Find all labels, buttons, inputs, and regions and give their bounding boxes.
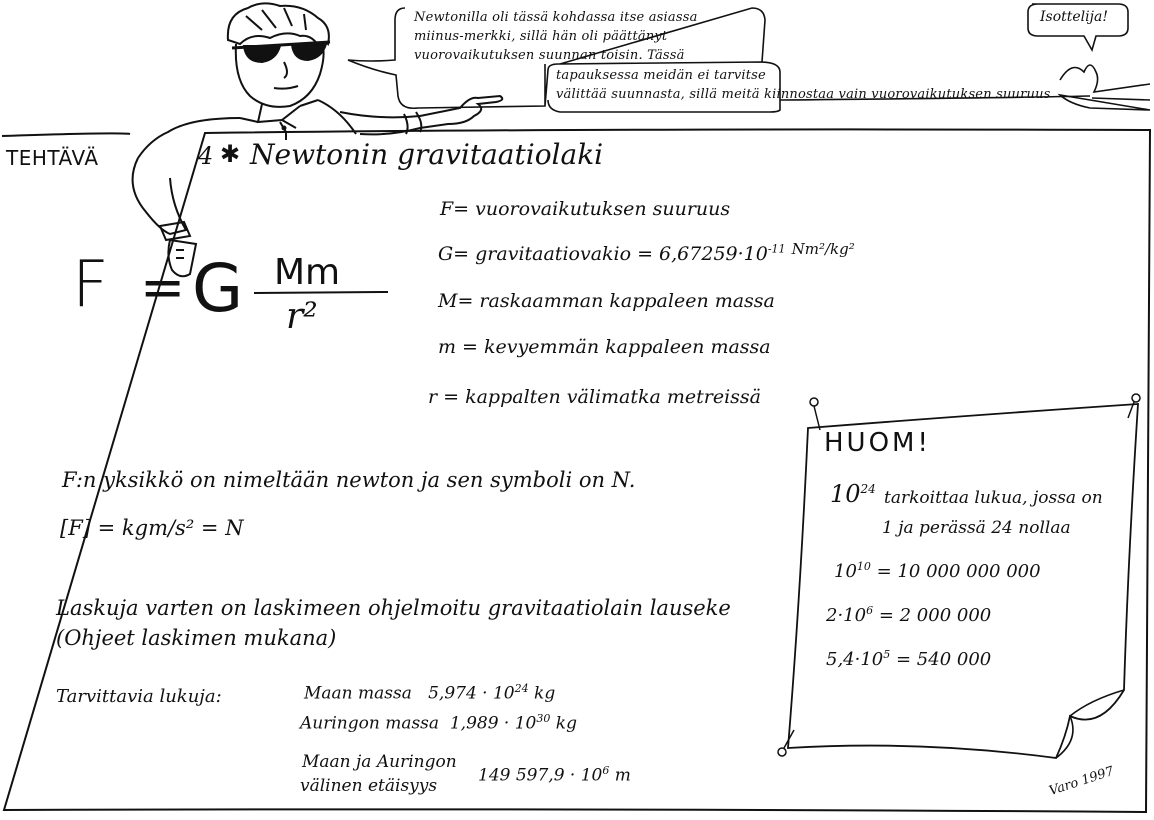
distance-exponent: 6 xyxy=(602,764,610,777)
page-title: Newtonin gravitaatiolaki xyxy=(250,138,604,171)
distance-label-2: välinen etäisyys xyxy=(300,776,438,796)
values-label: Tarvittavia lukuja: xyxy=(56,686,222,707)
note-example-2-value: = 2 000 000 xyxy=(878,605,992,626)
earth-mass-exponent: 24 xyxy=(514,682,529,695)
formula-numerator: Mm xyxy=(274,252,341,293)
definition-g-unit: Nm²/kg² xyxy=(791,240,855,258)
distance-value: 149 597,9 · 10 xyxy=(478,765,603,786)
unit-sentence: F:n yksikkö on nimeltään newton ja sen symboli on N. xyxy=(62,468,636,492)
note-big-exponent: 24 xyxy=(860,482,876,496)
reply-text: Isottelija! xyxy=(1040,9,1108,25)
formula-equals: = xyxy=(140,256,186,319)
note-example-3-base: 5,4·10 xyxy=(826,649,884,670)
note-explain-2: 1 ja perässä 24 nollaa xyxy=(882,518,1071,538)
distance-unit: m xyxy=(614,765,631,786)
calculator-line-1: Laskuja varten on laskimeen ohjelmoitu gravitaatiolain lauseke xyxy=(56,596,731,620)
speech-text-lower xyxy=(556,66,1154,104)
definition-r: r = kappalten välimatka metreissä xyxy=(428,386,762,408)
speech-line: tapauksessa meidän ei tarvitse xyxy=(556,68,766,83)
note-example-2 xyxy=(826,604,991,626)
note-example-1 xyxy=(834,560,1041,582)
definition-f: F= vuorovaikutuksen suuruus xyxy=(440,198,731,220)
earth-mass-value: 5,974 · 10 xyxy=(428,683,515,704)
sun-mass-unit: kg xyxy=(555,713,577,734)
note-big-number xyxy=(830,480,876,508)
unit-formula: [F] = kgm/s² = N xyxy=(60,516,244,540)
note-title: HUOM! xyxy=(824,428,931,458)
earth-mass-label: Maan massa xyxy=(304,683,412,704)
note-example-2-base: 2·10 xyxy=(826,605,867,626)
definition-g-text: G= gravitaatiovakio = 6,67259·10 xyxy=(438,243,768,265)
note-example-3-exponent: 5 xyxy=(883,648,891,661)
sun-mass-row xyxy=(300,712,577,734)
definition-big-m: M= raskaamman kappaleen massa xyxy=(438,290,775,312)
note-big-base: 10 xyxy=(830,480,861,508)
speech-line: välittää suunnasta, sillä meitä kiinnostaa vain vuorovaikutuksen suuruus xyxy=(556,87,1051,102)
note-explain-1: tarkoittaa lukua, jossa on xyxy=(884,488,1103,508)
definition-small-m: m = kevyemmän kappaleen massa xyxy=(438,336,771,358)
earth-mass-row xyxy=(304,682,555,704)
speech-text xyxy=(414,8,774,65)
note-example-1-value: = 10 000 000 000 xyxy=(876,561,1041,582)
definition-g xyxy=(438,240,855,265)
sun-mass-label: Auringon massa xyxy=(300,713,440,734)
speech-line: vuorovaikutuksen suunnan toisin. Tässä xyxy=(414,48,685,63)
note-example-2-exponent: 6 xyxy=(866,604,874,617)
task-number: 4 xyxy=(198,142,214,170)
speech-line: Newtonilla oli tässä kohdassa itse asiassa xyxy=(414,10,698,25)
sun-mass-exponent: 30 xyxy=(536,712,551,725)
calculator-line-2: (Ohjeet laskimen mukana) xyxy=(56,626,337,650)
formula-denominator: r² xyxy=(286,296,318,337)
formula-g: G xyxy=(192,250,244,327)
task-label: TEHTÄVÄ xyxy=(6,146,99,170)
signature: Varo 1997 xyxy=(1047,763,1116,800)
star-icon: ✱ xyxy=(220,140,241,168)
formula-lhs: F xyxy=(72,248,109,322)
note-example-3-value: = 540 000 xyxy=(896,649,992,670)
definition-g-exponent: -11 xyxy=(767,242,786,256)
note-example-1-base: 10 xyxy=(834,561,857,582)
distance-row xyxy=(478,764,631,786)
sun-mass-value: 1,989 · 10 xyxy=(449,713,537,734)
note-example-1-exponent: 10 xyxy=(856,560,871,573)
earth-mass-unit: kg xyxy=(534,683,556,704)
distance-label-1: Maan ja Auringon xyxy=(302,752,457,772)
speech-line: miinus-merkki, sillä hän oli päättänyt xyxy=(414,29,668,44)
note-example-3 xyxy=(826,648,991,670)
